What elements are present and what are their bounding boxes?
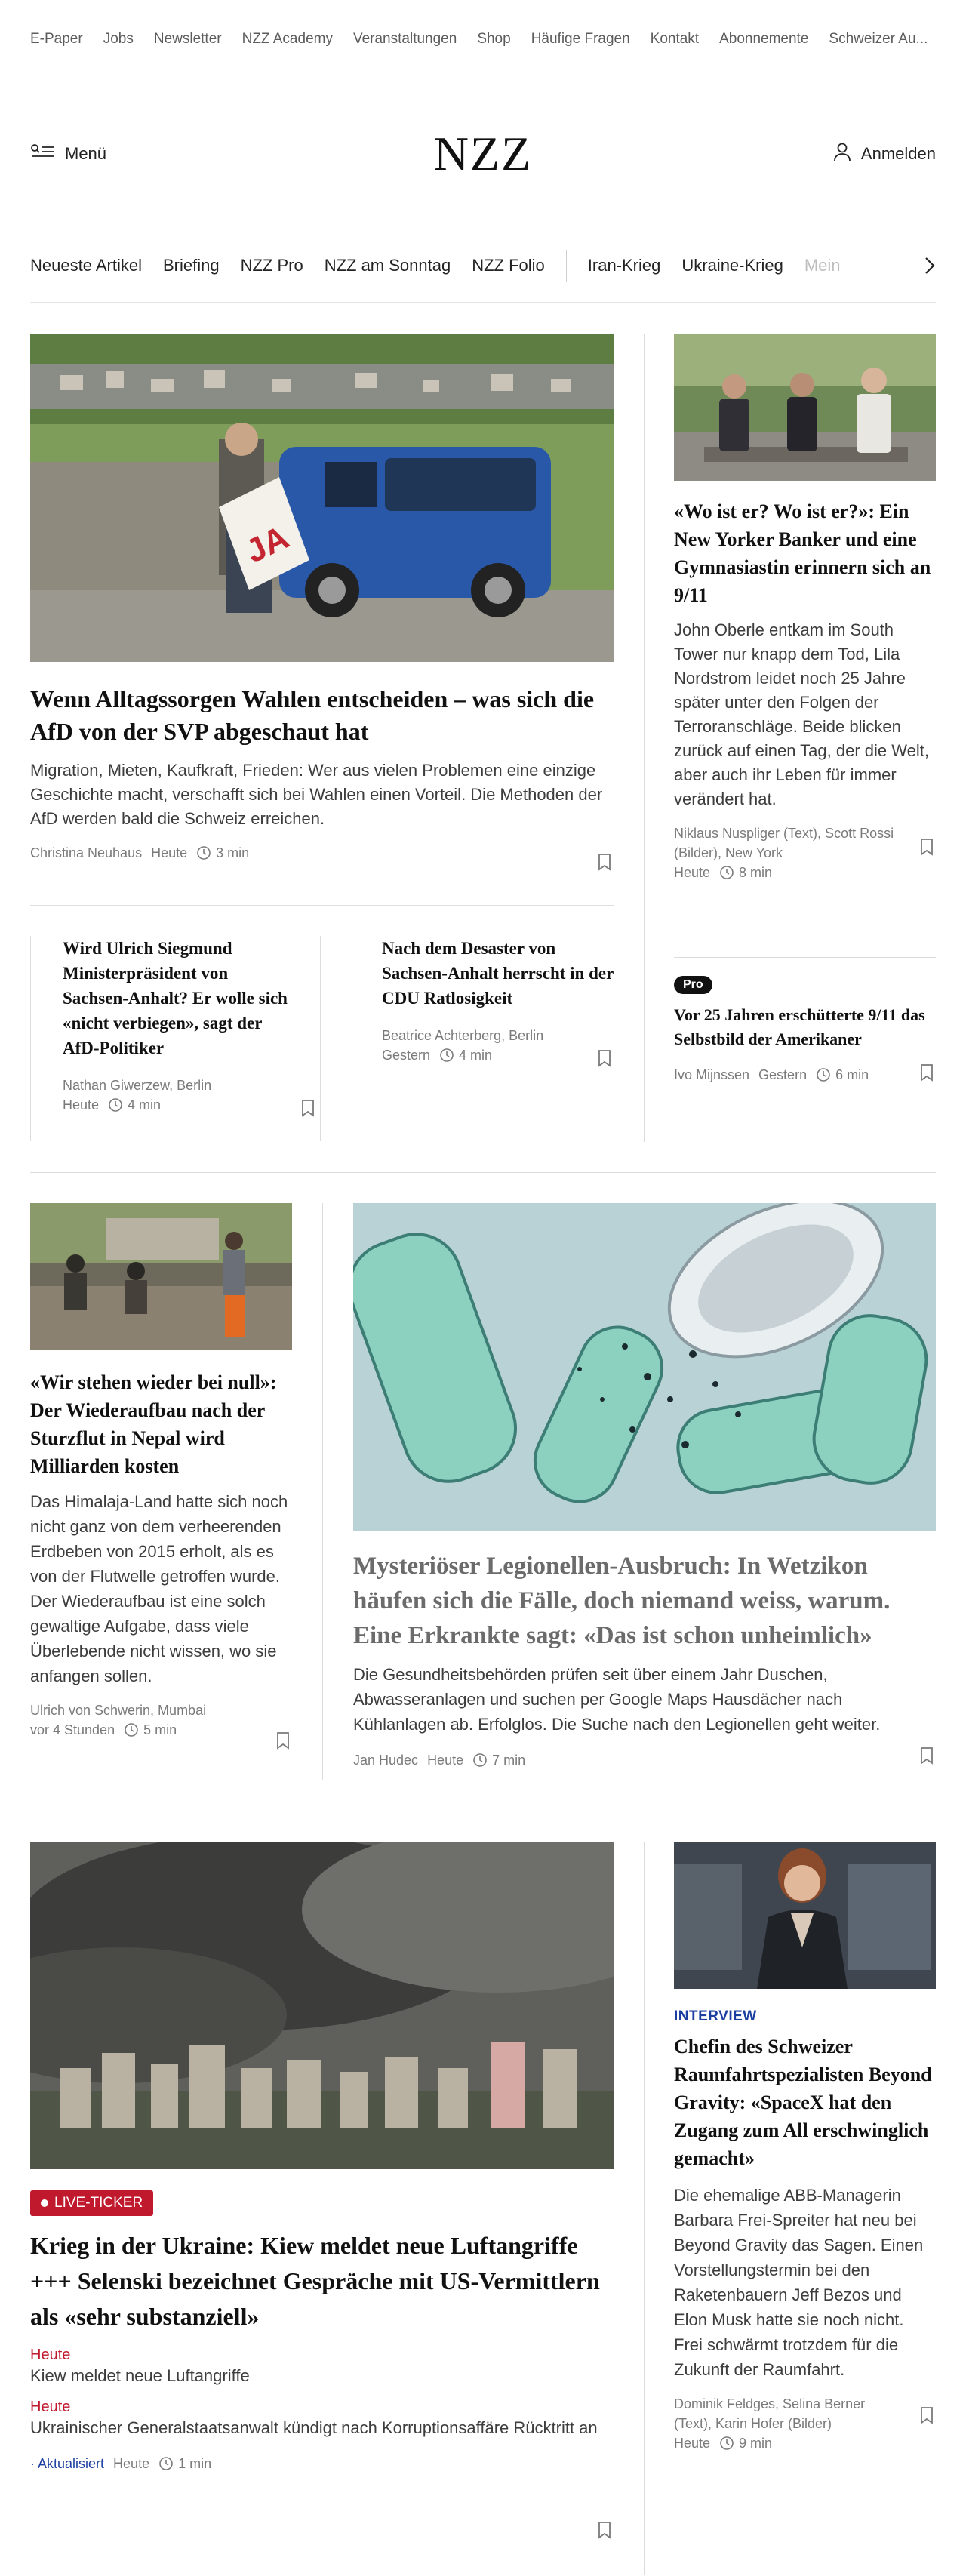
- article-image: [30, 1203, 292, 1350]
- bookmark-icon[interactable]: [919, 2406, 934, 2424]
- read-time-value: 6 min: [835, 1067, 869, 1082]
- read-time: [108, 1095, 161, 1115]
- read-time-value: 3 min: [216, 845, 250, 860]
- article-meta: [674, 2394, 900, 2453]
- interview-article[interactable]: [674, 1842, 936, 2453]
- masthead: [30, 78, 936, 229]
- sub-article[interactable]: [352, 936, 614, 1141]
- side-article-headline[interactable]: Vor 25 Jahren erschütterte 9/11 das Selbstbild der Amerikaner: [674, 1005, 925, 1048]
- bookmark-icon[interactable]: [919, 1063, 934, 1082]
- menu-button[interactable]: [30, 143, 106, 165]
- login-button[interactable]: [832, 142, 936, 166]
- article-meta: [353, 1750, 936, 1770]
- read-time: [124, 1720, 177, 1740]
- bookmark-icon[interactable]: [597, 2521, 612, 2539]
- article-image: [674, 1842, 936, 1989]
- live-ticker-label: LIVE-TICKER: [54, 2195, 143, 2211]
- nav-item-latest[interactable]: Neueste Artikel: [30, 256, 142, 275]
- util-link-epaper[interactable]: E-Paper: [30, 30, 83, 47]
- read-time: [158, 2454, 211, 2473]
- article-nepal[interactable]: [30, 1203, 292, 1740]
- nav-next-button[interactable]: [883, 229, 936, 302]
- read-time-value: 9 min: [739, 2436, 773, 2451]
- sub-article[interactable]: [30, 936, 321, 1141]
- updated-label: · Aktualisiert: [30, 2456, 105, 2471]
- read-time: [439, 1045, 492, 1065]
- nzz-logo[interactable]: NZZ: [433, 127, 533, 180]
- sub-article-date: Gestern: [382, 1048, 431, 1063]
- util-link-swiss[interactable]: Schweizer Au...: [829, 30, 928, 47]
- util-link-events[interactable]: Veranstaltungen: [352, 30, 457, 47]
- article-meta: [30, 2454, 614, 2473]
- article-lead: Die ehemalige ABB-Managerin Barbara Frei-Spreiter hat neu bei Beyond Gravity das Sagen. Einen Vorstellungstermin bei den Raketenbauern Jeff Bezos und Elon Musk hatte sie noch nicht. Frei schwärmt trotzdem für die Zukunft der Raumfahrt.: [674, 2186, 924, 2379]
- updated-text: Aktualisiert: [38, 2456, 105, 2471]
- article-headline[interactable]: Chefin des Schweizer Raumfahrtspezialisten Beyond Gravity: «SpaceX hat den Zugang zum All erschwinglich gemacht»: [674, 2036, 932, 2169]
- clock-icon: [108, 1097, 123, 1113]
- clock-icon: [719, 2436, 734, 2451]
- article-lead: Das Himalaja-Land hatte sich noch nicht ganz von dem verheerenden Erdbeben von 2015 erholt, als es von der Flutwelle getroffen wurde. Der Wiederaufbau ist eine solch gewaltige Aufgabe, dass viele Überlebende nicht wissen, wo sie anfangen sollen.: [30, 1492, 288, 1685]
- live-dot-icon: [41, 2199, 48, 2207]
- article-date: Heute: [151, 845, 188, 860]
- ticker-text: Ukrainischer Generalstaatsanwalt kündigt nach Korruptionsaffäre Rücktritt an: [30, 2418, 598, 2437]
- chevron-right-icon: [924, 256, 936, 275]
- article-image: [353, 1203, 936, 1531]
- pro-badge: Pro: [674, 976, 712, 994]
- side-article-author: Ivo Mijnssen: [674, 1067, 750, 1082]
- side-article-date: Gestern: [758, 1067, 808, 1082]
- article-image: [30, 1842, 614, 2169]
- article-headline[interactable]: «Wir stehen wieder bei null»: Der Wiederaufbau nach der Sturzflut in Nepal wird Milliarden kosten: [30, 1371, 277, 1477]
- bookmark-icon[interactable]: [597, 1049, 612, 1067]
- article-lead: Migration, Mieten, Kaufkraft, Frieden: Wer aus vielen Problemen eine einzige Geschichte macht, verschafft sich bei Wahlen einen Vorteil. Die Methoden der AfD werden bald die Schweiz erreichen.: [30, 761, 603, 828]
- side-article[interactable]: [674, 334, 936, 882]
- article-author: Jan Hudec: [353, 1753, 419, 1768]
- side-article-lead: John Oberle entkam im South Tower nur knapp dem Tod, Lila Nordstrom leidet noch 25 Jahre später unter den Folgen der Terroranschläge. Beide blicken zurück auf einen Tag, der die Welt, aber auch ihr Leben für immer verändert hat.: [674, 620, 929, 808]
- nav-item-nzz-am-sonntag[interactable]: NZZ am Sonntag: [324, 256, 451, 275]
- article-date: Heute: [427, 1753, 464, 1768]
- clock-icon: [439, 1048, 454, 1063]
- util-link-faq[interactable]: Häufige Fragen: [531, 30, 630, 47]
- read-time: [816, 1065, 869, 1085]
- util-link-academy[interactable]: NZZ Academy: [242, 30, 333, 47]
- svg-text:JA: JA: [240, 519, 295, 571]
- sub-article-author: Nathan Giwerzew, Berlin: [63, 1078, 212, 1093]
- ticker-date: Heute: [30, 2399, 71, 2415]
- article-author: Ulrich von Schwerin, Mumbai: [30, 1703, 207, 1718]
- section-ukraine: [30, 1811, 936, 2575]
- live-ticker-article[interactable]: [30, 1842, 614, 2473]
- article-image: [30, 334, 614, 662]
- nav-divider: [566, 250, 567, 282]
- clock-icon: [158, 2456, 174, 2471]
- live-ticker-badge: [30, 2190, 153, 2216]
- main-article[interactable]: [30, 334, 614, 863]
- util-link-jobs[interactable]: Jobs: [103, 30, 134, 47]
- article-headline[interactable]: Mysteriöser Legionellen-Ausbruch: In Wetzikon häufen sich die Fälle, doch niemand weiss, warum. Eine Erkrankte sagt: «Das ist schon unheimlich»: [353, 1553, 891, 1649]
- sub-article-headline[interactable]: Wird Ulrich Siegmund Ministerpräsident von Sachsen-Anhalt? Er wolle sich «nicht verbiegen», sagt der AfD-Politiker: [63, 939, 288, 1057]
- side-article-meta: [674, 823, 900, 882]
- article-date: Heute: [674, 2436, 711, 2451]
- util-link-shop[interactable]: Shop: [477, 30, 511, 47]
- nav-topic-iran[interactable]: Iran-Krieg: [587, 256, 661, 275]
- article-author: Christina Neuhaus: [30, 845, 143, 860]
- user-icon: [832, 142, 852, 166]
- read-time: [196, 843, 249, 863]
- sub-article-headline[interactable]: Nach dem Desaster von Sachsen-Anhalt herrscht in der CDU Ratlosigkeit: [382, 939, 614, 1008]
- ticker-date: Heute: [30, 2347, 71, 2363]
- article-date: Heute: [113, 2456, 150, 2471]
- login-label: Anmelden: [860, 144, 936, 163]
- bookmark-icon[interactable]: [597, 853, 612, 871]
- read-time-value: 7 min: [492, 1753, 526, 1768]
- ticker-entry[interactable]: [30, 2347, 614, 2388]
- side-article-pro[interactable]: [674, 957, 936, 1085]
- article-date: vor 4 Stunden: [30, 1722, 115, 1737]
- nav-item-nzz-folio[interactable]: NZZ Folio: [472, 256, 545, 275]
- read-time-value: 4 min: [459, 1048, 493, 1063]
- article-image: [674, 334, 936, 481]
- bookmark-icon[interactable]: [919, 838, 934, 856]
- article-author: Dominik Feldges, Selina Berner (Text), Karin Hofer (Bilder): [674, 2396, 866, 2431]
- bookmark-icon[interactable]: [275, 1731, 291, 1750]
- clock-icon: [719, 865, 734, 880]
- main-nav: [30, 229, 936, 303]
- nav-topic-ukraine[interactable]: Ukraine-Krieg: [681, 256, 783, 275]
- read-time: [472, 1750, 525, 1770]
- bookmark-icon[interactable]: [300, 1099, 315, 1117]
- ticker-entry[interactable]: [30, 2399, 614, 2440]
- article-lead: Die Gesundheitsbehörden prüfen seit über einem Jahr Duschen, Abwasseranlagen und suchen per Google Maps Hausdächer nach Kühlanlagen ab. Erfolglos. Die Suche nach den Legionellen geht weiter.: [353, 1665, 881, 1734]
- read-time-value: 5 min: [143, 1722, 177, 1737]
- nav-item-briefing[interactable]: Briefing: [162, 256, 220, 275]
- read-time-value: 8 min: [739, 865, 773, 880]
- sub-article-meta: [63, 1076, 290, 1115]
- bookmark-icon[interactable]: [919, 1747, 934, 1765]
- sub-article-date: Heute: [63, 1097, 100, 1113]
- nav-item-nzz-pro[interactable]: NZZ Pro: [240, 256, 303, 275]
- clock-icon: [816, 1067, 831, 1082]
- util-link-contact[interactable]: Kontakt: [650, 30, 700, 47]
- read-time: [719, 863, 772, 882]
- read-time: [719, 2433, 772, 2453]
- section-world: [30, 1173, 936, 1811]
- article-headline[interactable]: Wenn Alltagssorgen Wahlen entscheiden – was sich die AfD von der SVP abgeschaut hat: [30, 685, 595, 745]
- article-meta: [30, 843, 614, 863]
- clock-icon: [196, 845, 211, 860]
- read-time-value: 4 min: [128, 1097, 162, 1113]
- clock-icon: [472, 1753, 488, 1768]
- side-article-date: Heute: [674, 865, 711, 880]
- article-meta: [30, 1700, 292, 1740]
- side-article-meta: [674, 1065, 936, 1085]
- divider: [30, 905, 614, 906]
- article-legionella[interactable]: [353, 1203, 936, 1770]
- read-time-value: 1 min: [178, 2456, 212, 2471]
- side-article-author: Niklaus Nuspliger (Text), Scott Rossi (Bilder), New York: [674, 826, 894, 860]
- menu-icon: [30, 143, 56, 165]
- side-article-headline[interactable]: «Wo ist er? Wo ist er?»: Ein New Yorker Banker und eine Gymnasiastin erinnern sich an 9/11: [674, 500, 931, 606]
- sub-article-meta: [382, 1026, 614, 1065]
- clock-icon: [124, 1722, 139, 1737]
- article-headline[interactable]: Krieg in der Ukraine: Kiew meldet neue Luftangriffe +++ Selenski bezeichnet Gespräche mit US-Vermittlern als «sehr substanziell»: [30, 2232, 600, 2330]
- article-kicker: INTERVIEW: [674, 2008, 757, 2024]
- sub-article-author: Beatrice Achterberg, Berlin: [382, 1028, 544, 1043]
- nav-topic-faded[interactable]: Mein: [804, 256, 841, 275]
- util-link-newsletter[interactable]: Newsletter: [153, 30, 222, 47]
- ticker-text: Kiew meldet neue Luftangriffe: [30, 2366, 250, 2385]
- util-link-subscriptions[interactable]: Abonnemente: [719, 30, 809, 47]
- menu-label: Menü: [65, 144, 107, 163]
- section-politics: [30, 303, 936, 1173]
- utility-bar: [30, 0, 936, 78]
